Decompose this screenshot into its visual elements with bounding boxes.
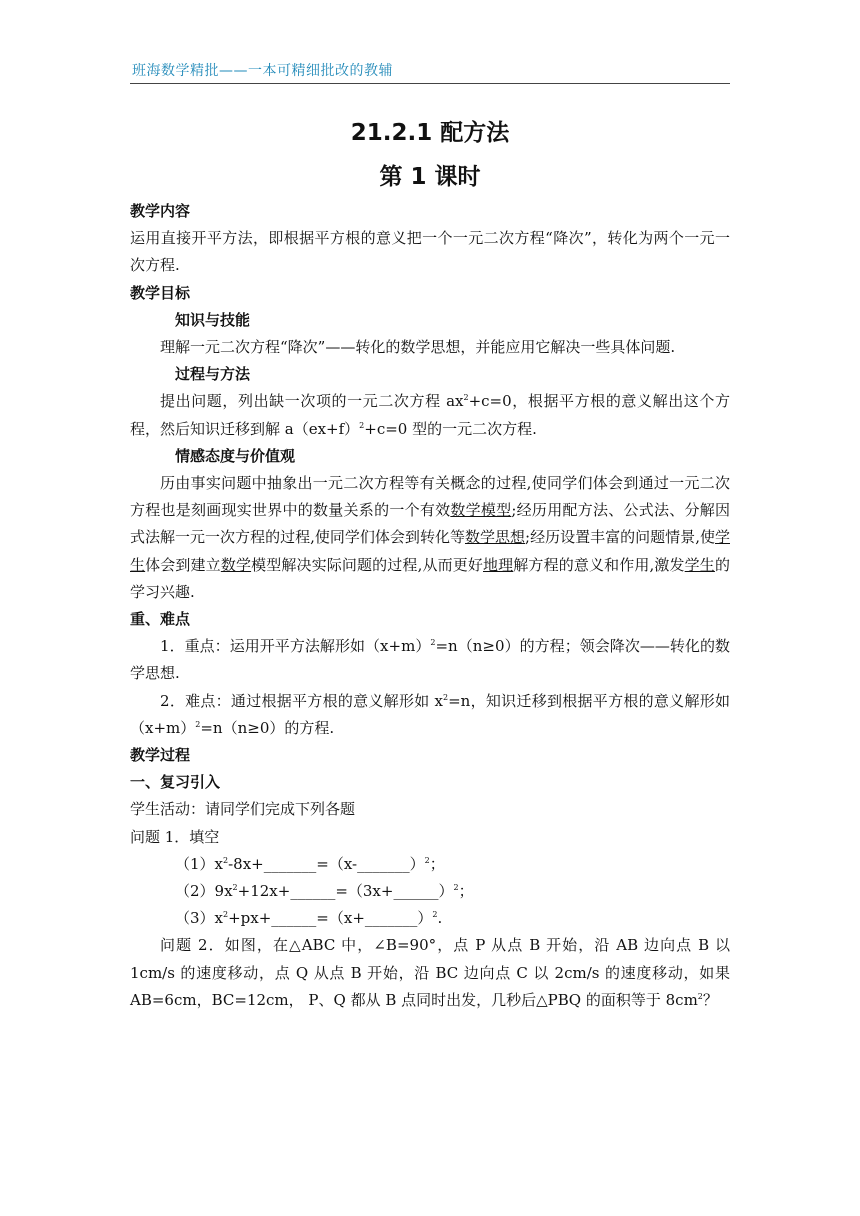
section-heading-content: 教学内容 (130, 202, 191, 220)
process-text-2: +c=0，根据平方根的意义解出这个方程，然后知识迁移到解 a（ex+f） (130, 392, 730, 438)
attitude-text: ;经历设置丰富的问题情景,使 (525, 528, 715, 547)
superscript: 2 (223, 855, 229, 865)
difficulty-paragraph (130, 688, 730, 742)
page-header: 班海数学精批——一本可精细批改的教辅 (132, 63, 393, 79)
underlined-term: 数学思想 (464, 528, 526, 547)
underlined-term: 学生 (684, 555, 715, 574)
superscript: 2 (430, 638, 436, 648)
attitude-text: 模型解决实际问题的过程,从而更好 (251, 555, 484, 574)
underlined-term: 地理 (483, 555, 514, 574)
superscript: 2 (432, 910, 438, 920)
student-activity: 学生活动：请同学们完成下列各题 (130, 800, 356, 819)
question-1-item (130, 851, 730, 878)
knowledge-paragraph: 理解一元二次方程“降次”——转化的数学思想，并能应用它解决一些具体问题. (160, 338, 676, 357)
attitude-text: 的学习兴趣. (130, 555, 730, 601)
superscript: 2 (359, 420, 365, 430)
q-text: （3）x (175, 909, 224, 928)
underlined-term: 数学 (220, 555, 252, 574)
key-point-paragraph (130, 633, 730, 687)
subheading-attitude: 情感态度与价值观 (175, 446, 296, 465)
difficulty-text: =n，知识迁移到根据平方根的意义解形如（x+m） (130, 691, 730, 737)
question-1-item (130, 905, 730, 932)
q-text: ； (429, 854, 445, 873)
process-paragraph (130, 388, 730, 442)
superscript: 2 (697, 991, 703, 1001)
superscript: 2 (232, 883, 238, 893)
q-text: ； (458, 882, 474, 901)
key-point-text: 1．重点：运用开平方法解形如（x+m） (160, 637, 431, 656)
question-2-paragraph (130, 932, 730, 1014)
attitude-text: 历由事实问题中抽象出一元二次方程等有关概念的过程,使同学们体会到通过一元二次方程也是刻画现实世界中的数量关系的一个有效 (130, 474, 730, 520)
lesson-title: 21.2.1 配方法 (350, 120, 510, 146)
subheading-knowledge: 知识与技能 (175, 310, 251, 329)
content-paragraph: 运用直接开平方法，即根据平方根的意义把一个一元二次方程“降次”，转化为两个一元一次方程. (130, 229, 730, 275)
question-1-item (130, 878, 730, 905)
lesson-body (130, 198, 730, 1014)
q-text: -8x+_______=（x-_______） (228, 854, 425, 873)
q-text: +12x+______=（3x+______） (237, 882, 454, 901)
q-text: +px+______=（x+_______） (228, 909, 433, 928)
attitude-text: ;经历用配方法、公式法、分解因式法解一元一次方程的过程,使同学们体会到转化等 (130, 501, 730, 547)
underlined-term: 数学模型 (450, 501, 512, 520)
attitude-paragraph (130, 470, 730, 606)
q2-text: ？ (702, 990, 718, 1009)
question-1-heading: 问题 1．填空 (130, 827, 220, 846)
subheading-process: 过程与方法 (175, 365, 251, 384)
key-point-text: =n（n≥0）的方程；领会降次——转化的数学思想. (130, 637, 731, 683)
section-heading-review: 一、复习引入 (130, 773, 221, 792)
superscript: 2 (463, 393, 469, 403)
superscript: 2 (223, 910, 229, 920)
header-divider (130, 83, 730, 84)
attitude-text: 体会到建立 (145, 555, 221, 574)
superscript: 2 (195, 719, 201, 729)
q-text: . (437, 909, 443, 928)
section-heading-goals: 教学目标 (130, 283, 191, 302)
superscript: 2 (424, 855, 430, 865)
process-text-1: 提出问题，列出缺一次项的一元二次方程 ax (160, 392, 464, 411)
process-text-3: +c=0 型的一元二次方程. (364, 419, 537, 438)
difficulty-text: =n（n≥0）的方程. (200, 718, 335, 737)
q-text: （1）x (175, 854, 224, 873)
difficulty-text: 2．难点：通过根据平方根的意义解形如 x (160, 691, 443, 710)
superscript: 2 (453, 883, 459, 893)
q-text: （2）9x (175, 882, 233, 901)
section-heading-key-points: 重、难点 (130, 610, 191, 629)
attitude-text: 解方程的意义和作用,激发 (513, 555, 685, 574)
q2-text: 问题 2．如图，在△ABC 中，∠B=90°，点 P 从点 B 开始，沿 AB 边向点 B 以 1cm/s 的速度移动，点 Q 从点 B 开始，沿 BC 边向点 C 以 2cm/s 的速度移动，如果 AB=6cm，BC=12cm， P、Q 都从 B 点同时出发，几秒后△PBQ 的面积等于 8cm (130, 936, 730, 1009)
superscript: 2 (443, 692, 449, 702)
underlined-term: 学生 (130, 528, 730, 574)
section-heading-process: 教学过程 (130, 746, 191, 765)
lesson-subtitle: 第 1 课时 (379, 164, 481, 190)
